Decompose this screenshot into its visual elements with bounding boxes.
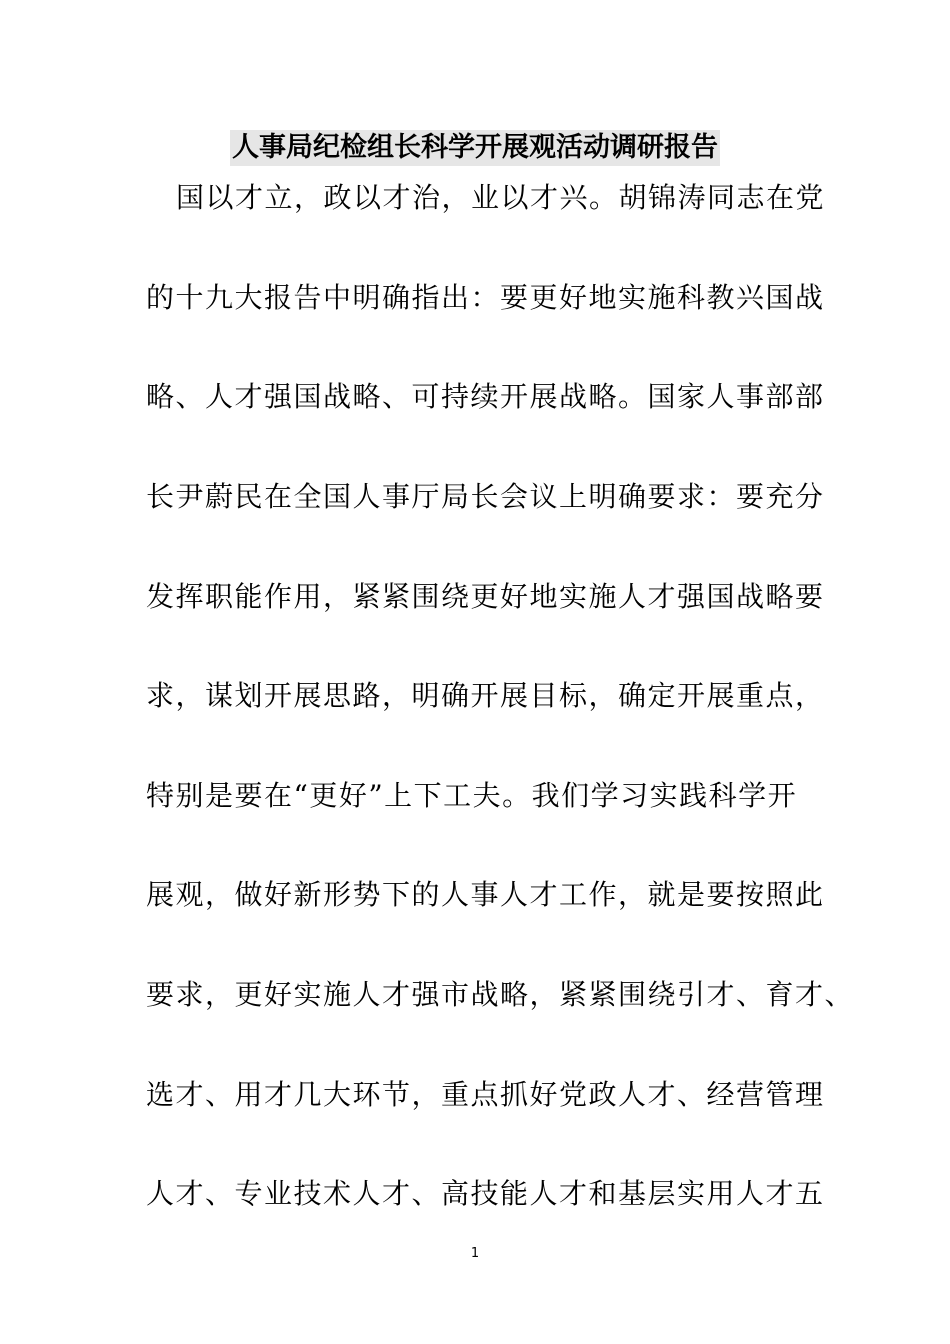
page-number: 1	[470, 1246, 480, 1261]
body-line: 人才、专业技术人才、高技能人才和基层实用人才五	[146, 1177, 825, 1210]
body-line: 国以才立，政以才治，业以才兴。胡锦涛同志在党	[176, 181, 826, 214]
body-line: 特别是要在“更好”上下工夫。我们学习实践科学开	[146, 779, 798, 812]
document-title: 人事局纪检组长科学开展观活动调研报告	[230, 130, 720, 166]
body-line: 发挥职能作用，紧紧围绕更好地实施人才强国战略要	[146, 580, 825, 613]
title-container	[0, 130, 950, 166]
body-line: 展观，做好新形势下的人事人才工作，就是要按照此	[146, 878, 825, 911]
body-line: 略、人才强国战略、可持续开展战略。国家人事部部	[146, 380, 825, 413]
body-line: 要求，更好实施人才强市战略，紧紧围绕引才、育才、	[146, 978, 855, 1011]
body-line: 长尹蔚民在全国人事厅局长会议上明确要求：要充分	[146, 480, 825, 513]
body-line: 的十九大报告中明确指出：要更好地实施科教兴国战	[146, 281, 825, 314]
body-line: 求，谋划开展思路，明确开展目标，确定开展重点，	[146, 679, 825, 712]
body-line: 选才、用才几大环节，重点抓好党政人才、经营管理	[146, 1078, 825, 1111]
